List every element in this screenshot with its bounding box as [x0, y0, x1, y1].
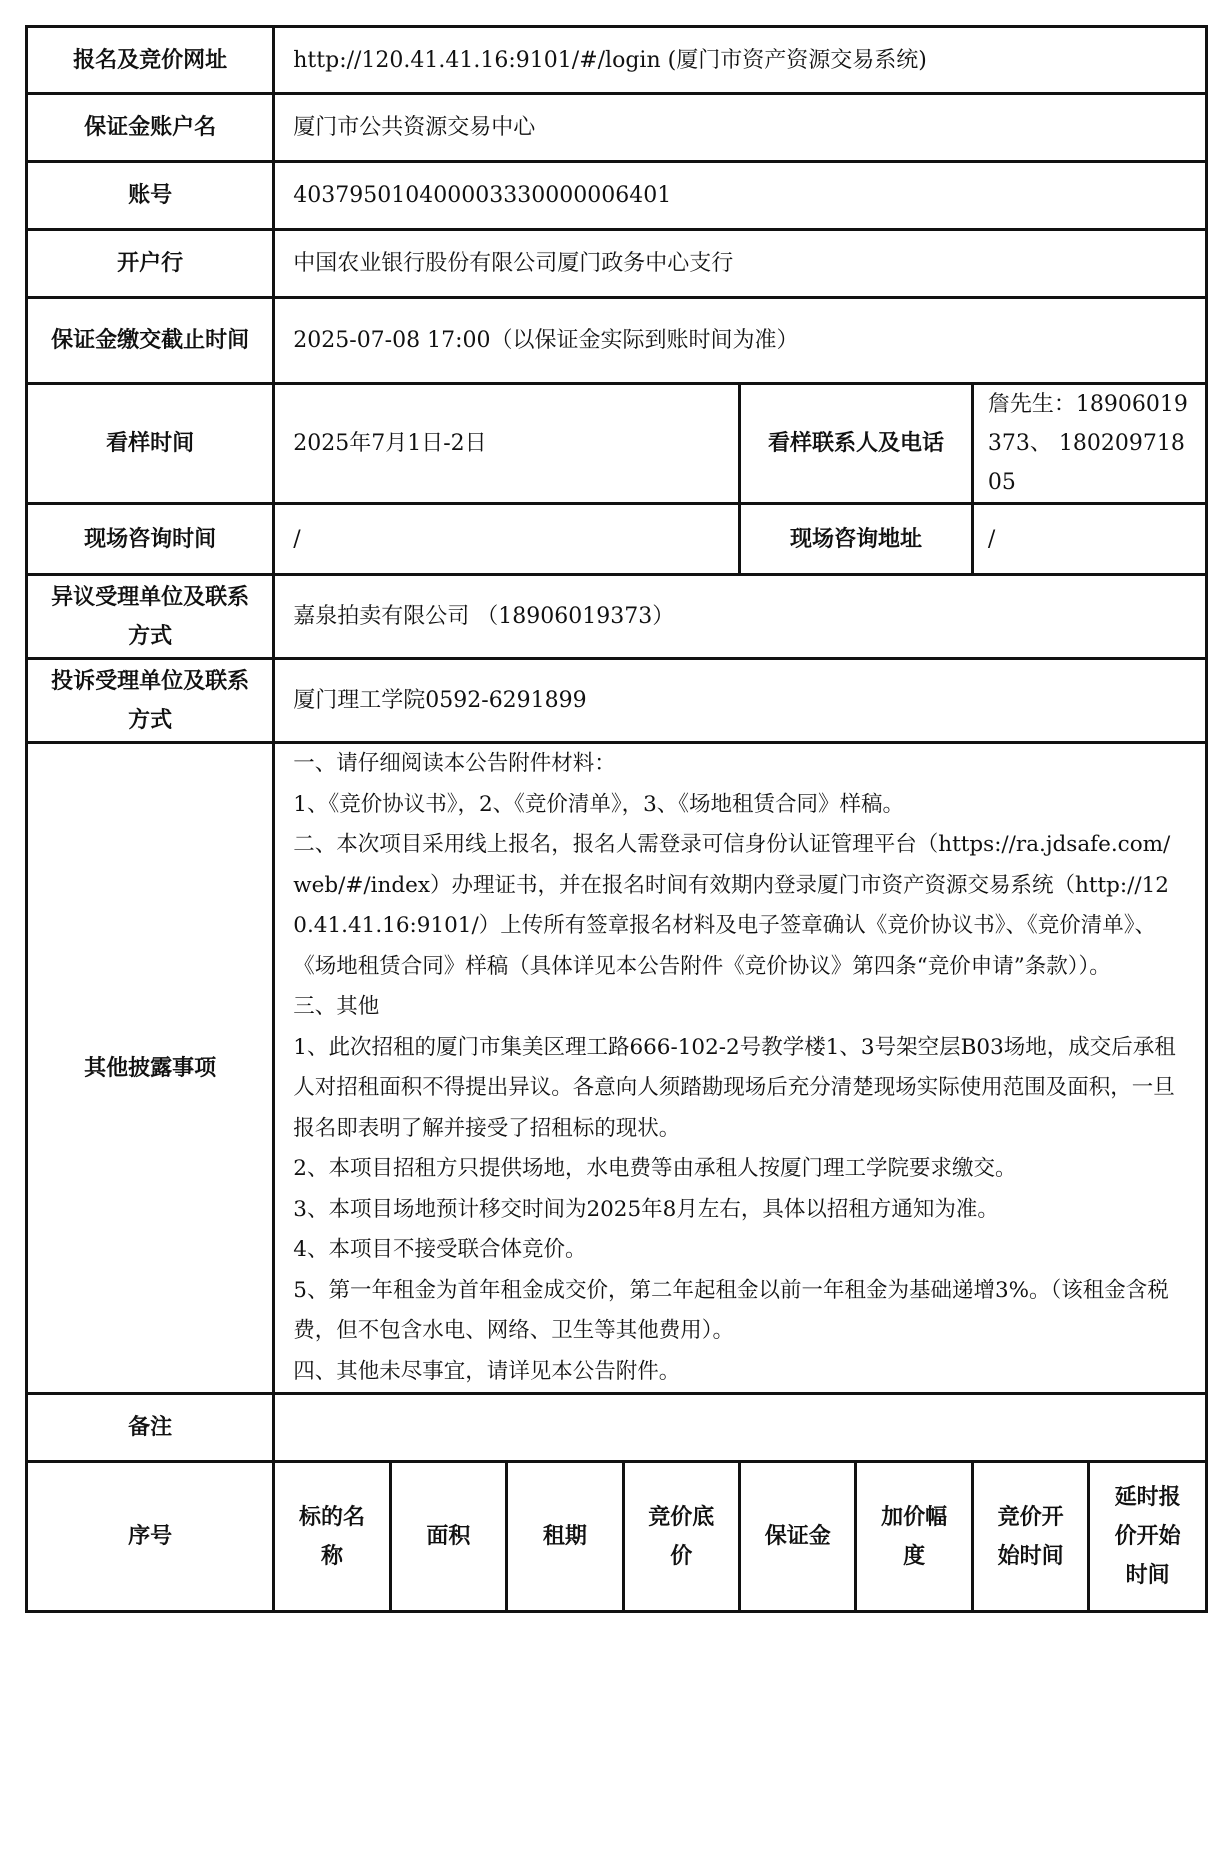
label-bank: 开户行 — [27, 230, 274, 298]
label-account-no: 账号 — [27, 162, 274, 230]
other-paragraph: 四、其他未尽事宜，请详见本公告附件。 — [293, 1358, 681, 1384]
row-deadline — [27, 298, 1207, 384]
label-consult-address: 现场咨询地址 — [740, 504, 973, 575]
lot-table-header-row — [27, 1462, 1207, 1612]
other-paragraph: 2、本项目招租方只提供场地，水电费等由承租人按厦门理工学院要求缴交。 — [293, 1156, 1017, 1181]
row-complaint — [27, 659, 1207, 743]
label-account-name: 保证金账户名 — [27, 94, 274, 162]
label-viewing-contact: 看样联系人及电话 — [740, 384, 973, 504]
other-paragraph: 1、此次招租的厦门市集美区理工路666-102-2号教学楼1、3号架空层B03场地，成交后承租人对招租面积不得提出异议。各意向人须踏勘现场后充分清楚现场实际使用范围及面积，一旦报名即表明了解并接受了招租标的现状。 — [293, 1034, 1176, 1141]
column-header-item-name: 标的名称 — [274, 1462, 390, 1612]
value-consult-time: / — [274, 504, 740, 575]
other-paragraph: 三、其他 — [293, 994, 380, 1019]
value-complaint: 厦门理工学院0592-6291899 — [274, 659, 1207, 743]
value-deadline: 2025-07-08 17:00（以保证金实际到账时间为准） — [274, 298, 1207, 384]
label-other-disclosures: 其他披露事项 — [27, 743, 274, 1394]
value-viewing: 2025年7月1日-2日 — [274, 384, 740, 504]
label-signup-url: 报名及竞价网址 — [27, 27, 274, 94]
row-account-name — [27, 94, 1207, 162]
value-signup-url: http://120.41.41.16:9101/#/login (厦门市资产资源交易系统) — [274, 27, 1207, 94]
label-objection: 异议受理单位及联系方式 — [27, 575, 274, 659]
value-objection: 嘉泉拍卖有限公司 （18906019373） — [274, 575, 1207, 659]
column-header-extended-bid-start-time: 延时报价开始时间 — [1089, 1462, 1207, 1612]
column-header-deposit: 保证金 — [740, 1462, 856, 1612]
other-paragraph: 一、请仔细阅读本公告附件材料： — [293, 751, 616, 776]
other-paragraph: 二、本次项目采用线上报名，报名人需登录可信身份认证管理平台（https://ra.jdsafe.com/web/#/index）办理证书，并在报名时间有效期内登录厦门市资产资源交易系统（http://120.41.41.16:9101/）上传所有签章报名材料及电子签章确认《竞价协议书》、《竞价清单》、《场地租赁合同》样稿（具体详见本公告附件《竞价协议》第四条“竞价申请”条款））。 — [293, 832, 1171, 979]
label-complaint: 投诉受理单位及联系方式 — [27, 659, 274, 743]
column-header-area: 面积 — [390, 1462, 506, 1612]
other-paragraph: 3、本项目场地预计移交时间为2025年8月左右，具体以招租方通知为准。 — [293, 1196, 999, 1222]
other-paragraph: 5、第一年租金为首年租金成交价，第二年起租金以前一年租金为基础递增3%。（该租金含税费，但不包含水电、网络、卫生等其他费用）。 — [293, 1277, 1169, 1343]
column-header-increment: 加价幅度 — [856, 1462, 972, 1612]
row-signup-url — [27, 27, 1207, 94]
column-header-lease-term: 租期 — [507, 1462, 623, 1612]
value-viewing-contact: 詹先生：18906019373、 18020971805 — [972, 384, 1206, 504]
row-consult — [27, 504, 1207, 575]
row-other-disclosures — [27, 743, 1207, 1394]
other-paragraph: 4、本项目不接受联合体竞价。 — [293, 1237, 587, 1262]
label-remarks: 备注 — [27, 1394, 274, 1462]
value-remarks — [274, 1394, 1207, 1462]
column-header-bid-start-time: 竞价开始时间 — [972, 1462, 1088, 1612]
row-viewing — [27, 384, 1207, 504]
other-paragraph: 1、《竞价协议书》，2、《竞价清单》，3、《场地租赁合同》样稿。 — [293, 791, 905, 817]
value-account-no: 403795010400003330000006401 — [274, 162, 1207, 230]
label-viewing: 看样时间 — [27, 384, 274, 504]
label-deadline: 保证金缴交截止时间 — [27, 298, 274, 384]
label-consult-time: 现场咨询时间 — [27, 504, 274, 575]
value-bank: 中国农业银行股份有限公司厦门政务中心支行 — [274, 230, 1207, 298]
row-remarks — [27, 1394, 1207, 1462]
row-objection — [27, 575, 1207, 659]
column-header-reserve-price: 竞价底价 — [623, 1462, 739, 1612]
announcement-table — [25, 25, 1208, 1613]
row-bank — [27, 230, 1207, 298]
row-account-no — [27, 162, 1207, 230]
other-disclosures-content — [274, 743, 1207, 1394]
value-consult-address: / — [972, 504, 1206, 575]
column-header-serial: 序号 — [27, 1462, 274, 1612]
value-account-name: 厦门市公共资源交易中心 — [274, 94, 1207, 162]
